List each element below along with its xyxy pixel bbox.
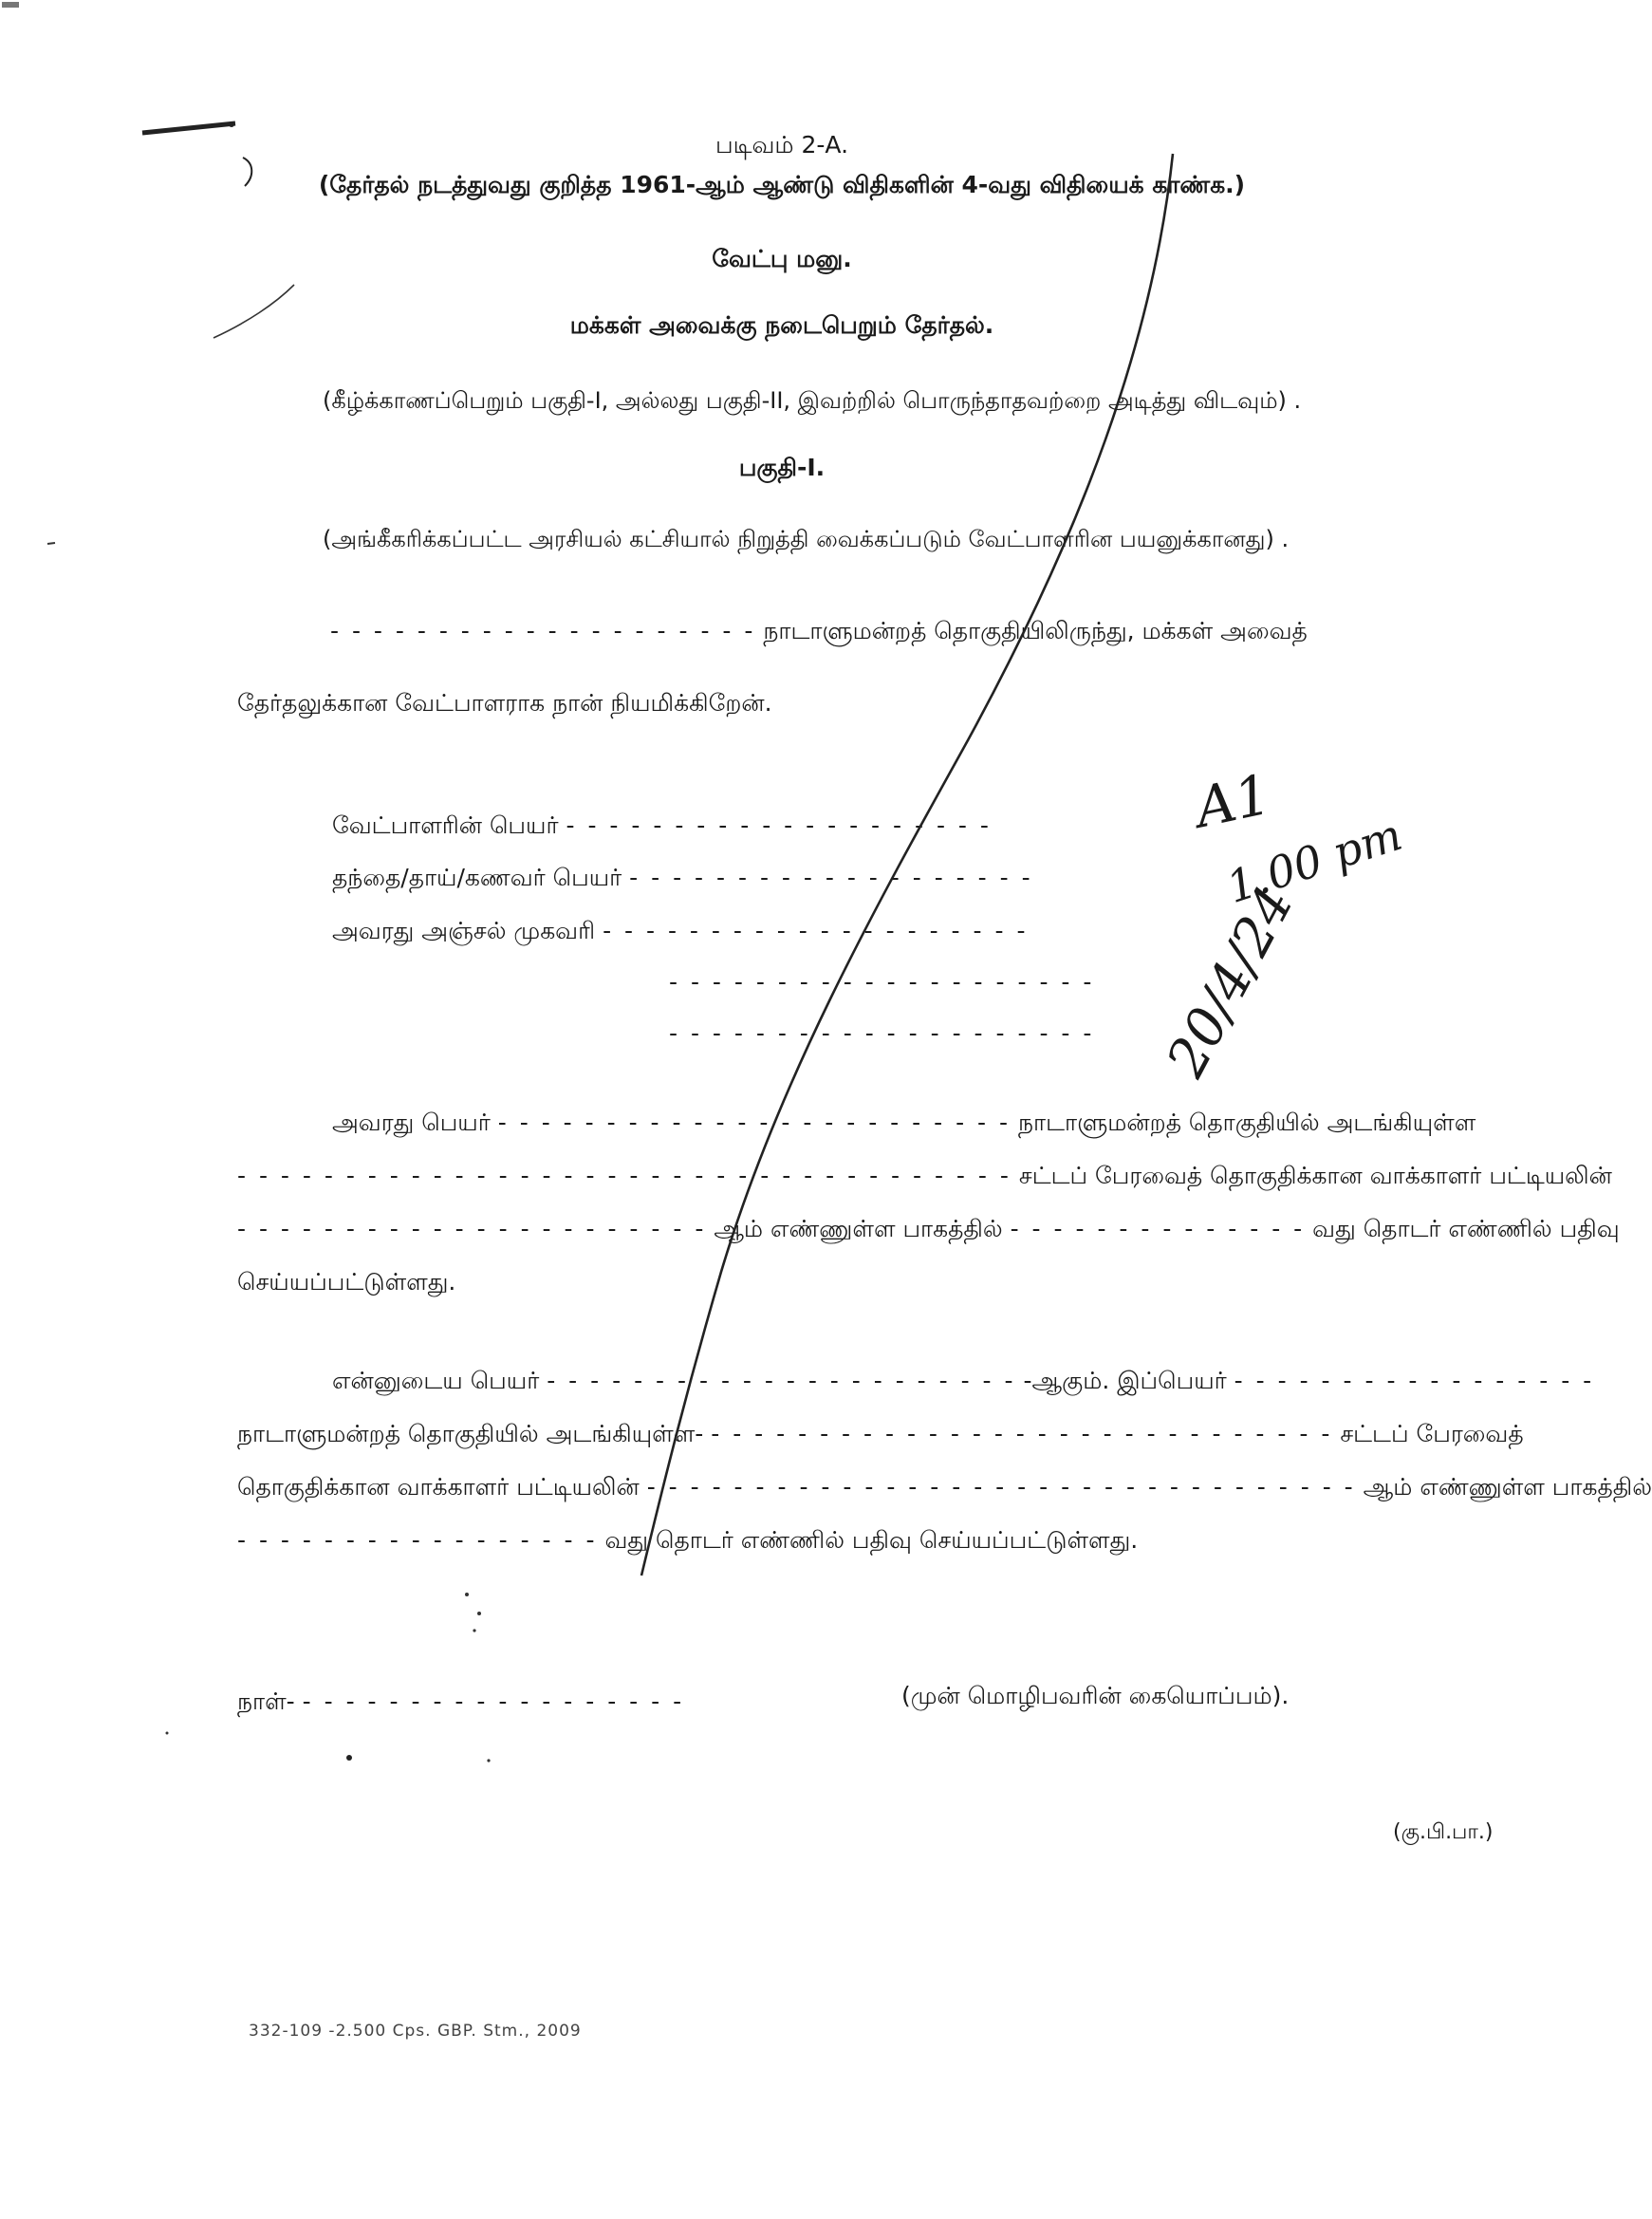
instruction-text: (கீழ்க்காணப்பெறும் பகுதி-I, அல்லது பகுதி-II, இவற்றில் பொருந்தாதவற்றை அடித்து விடவும்) .	[323, 387, 1302, 414]
para3-l1-mid: -ஆகும். இப்பெயர்	[1023, 1367, 1227, 1394]
signature-label: (முன் மொழிபவரின் கையொப்பம்).	[901, 1682, 1290, 1709]
scan-speck	[487, 1759, 490, 1762]
candidate-name-label: வேட்பாளரின் பெயர்	[332, 811, 559, 839]
scan-speck	[477, 1612, 481, 1615]
para3-l4-suffix: வது தொடர் எண்ணில் பதிவு செய்யப்பட்டுள்ளது.	[604, 1526, 1139, 1554]
para3-prefix: என்னுடைய பெயர்	[332, 1367, 540, 1394]
handwritten-time: 1.00 pm	[1220, 808, 1408, 914]
pto-note: (கு.பி.பா.)	[1393, 1820, 1494, 1844]
scan-speck	[166, 1732, 169, 1735]
scan-speck	[465, 1593, 469, 1596]
para3-line2	[237, 1420, 1524, 1451]
print-line: 332-109 -2.500 Cps. GBP. Stm., 2009	[249, 2022, 582, 2041]
para3-line4	[237, 1526, 1138, 1557]
para2-line2	[237, 1162, 1612, 1193]
document-title: வேட்பு மனு.	[712, 245, 852, 272]
para3-l3-prefix: தொகுதிக்கான வாக்காளர் பட்டியலின்	[237, 1473, 640, 1501]
address-blank: - - - - - - - - - - - - - - - - - - - -	[603, 917, 1029, 944]
serial-no-blank: - - - - - - - - - - - - - -	[1010, 1215, 1306, 1242]
para3-l2-prefix: நாடாளுமன்றத் தொகுதியில் அடங்கியுள்ள-	[237, 1420, 704, 1447]
date-label: நாள்-	[237, 1688, 295, 1715]
address-blank-line3: - - - - - - - - - - - - - - - - - - - -	[669, 1019, 1095, 1047]
date-row	[237, 1688, 684, 1719]
para1-line1	[330, 617, 1308, 648]
para2-line3	[237, 1215, 1620, 1246]
guardian-name-label: தந்தை/தாய்/கணவர் பெயர்	[332, 864, 622, 891]
para2-prefix: அவரது பெயர்	[332, 1109, 491, 1136]
form-number: படிவம் 2-A.	[715, 131, 849, 158]
assembly-blank: - - - - - - - - - - - - - - - - - - - - - - - - - - - - - - - - - - - -	[237, 1162, 1012, 1189]
proposer-serial-blank: - - - - - - - - - - - - - - - - -	[237, 1526, 598, 1554]
proposer-part-blank: - - - - - - - - - - - - - - - - - - - - - - - - - - - - - - - - -	[646, 1473, 1356, 1501]
date-blank: - - - - - - - - - - - - - - - - - -	[302, 1688, 685, 1715]
para2-l3-suffix: வது தொடர் எண்ணில் பதிவு	[1312, 1215, 1620, 1242]
constituency-blank: - - - - - - - - - - - - - - - - - - - -	[330, 617, 756, 644]
scan-speck	[473, 1629, 475, 1632]
part-no-blank: - - - - - - - - - - - - - - - - - - - - - -	[237, 1215, 707, 1242]
para2-l1-suffix: நாடாளுமன்றத் தொகுதியில் அடங்கியுள்ள	[1018, 1109, 1476, 1136]
para2-l2-suffix: சட்டப் பேரவைத் தொகுதிக்கான வாக்காளர் பட்டியலின்	[1018, 1162, 1612, 1189]
para1-line2: தேர்தலுக்கான வேட்பாளராக நான் நியமிக்கிறேன்.	[237, 689, 772, 717]
margin-bar-end	[229, 121, 234, 127]
para3-line3	[237, 1473, 1652, 1504]
scan-speck	[346, 1755, 352, 1761]
part-heading: பகுதி-I.	[738, 454, 826, 481]
para1-line1-text: நாடாளுமன்றத் தொகுதியிலிருந்து, மக்கள் அவைத்	[763, 617, 1308, 644]
candidate-name-blank: - - - - - - - - - - - - - - - - - - - -	[566, 811, 992, 839]
proposer-name-blank: - - - - - - - - - - - - - - - - - - - - - -	[547, 1367, 1016, 1394]
address-row	[332, 917, 1028, 948]
para2-line4: செய்யப்பட்டுள்ளது.	[237, 1268, 456, 1296]
para3-l3-suffix: ஆம் எண்ணுள்ள பாகத்தில்	[1363, 1473, 1652, 1501]
para3-l2-suffix: சட்டப் பேரவைத்	[1340, 1420, 1524, 1447]
address-label: அவரது அஞ்சல் முகவரி	[332, 917, 596, 944]
candidate-name-row	[332, 811, 992, 843]
para2-line1	[332, 1109, 1476, 1140]
guardian-name-blank: - - - - - - - - - - - - - - - - - - -	[629, 864, 1033, 891]
handwritten-a1: A1	[1189, 761, 1277, 841]
para2-name-blank: - - - - - - - - - - - - - - - - - - - - - - - -	[497, 1109, 1012, 1136]
address-blank-line2: - - - - - - - - - - - - - - - - - - - -	[669, 968, 1095, 996]
margin-tick	[47, 543, 55, 544]
handwritten-date: 20/4/24	[1155, 876, 1307, 1087]
para3-line1	[332, 1367, 1594, 1398]
guardian-name-row	[332, 864, 1033, 895]
election-title: மக்கள் அவைக்கு நடைபெறும் தேர்தல்.	[569, 311, 994, 339]
part-note: (அங்கீகரிக்கப்பட்ட அரசியல் கட்சியால் நிறுத்தி வைக்கப்படும் வேட்பாளரின பயனுக்கானது) .	[323, 526, 1290, 552]
proposer-constituency-blank: - - - - - - - - - - - - - - - - -	[1234, 1367, 1595, 1394]
rule-reference: (தேர்தல் நடத்துவது குறித்த 1961-ஆம் ஆண்டு விதிகளின் 4-வது விதியைக் காண்க.)	[318, 171, 1246, 198]
corner-artifact	[2, 2, 19, 8]
para2-l3-mid: ஆம் எண்ணுள்ள பாகத்தில்	[714, 1215, 1003, 1242]
proposer-assembly-blank: - - - - - - - - - - - - - - - - - - - - - - - - - - - - -	[711, 1420, 1333, 1447]
